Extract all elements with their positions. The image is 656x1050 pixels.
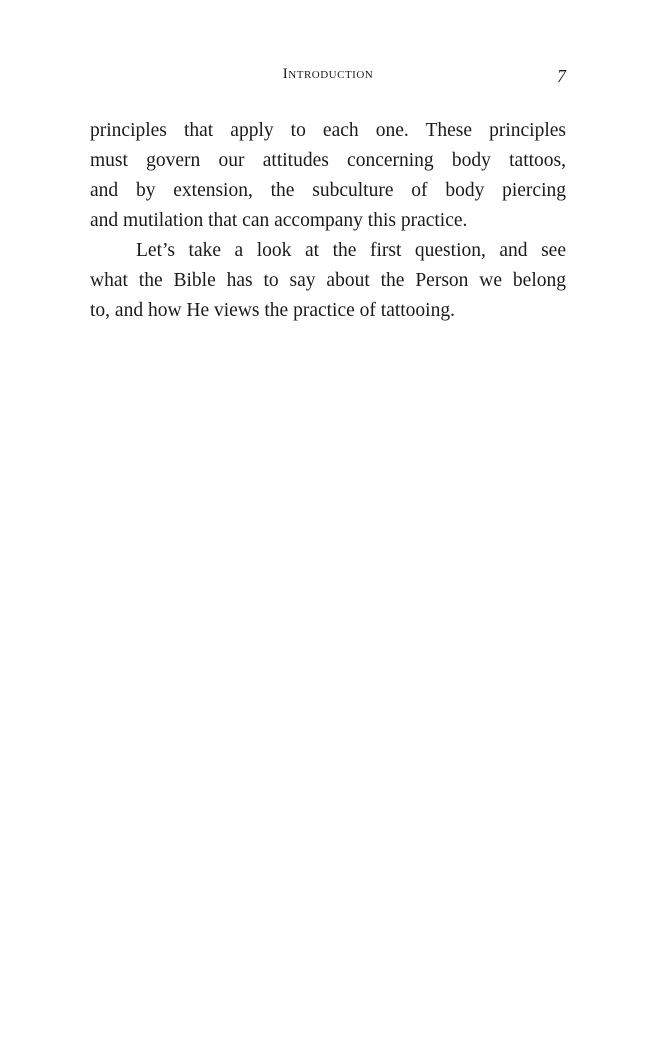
text-line: Let’s take a look at the first question, and see [136,240,566,261]
chapter-title: Introduction [282,66,374,82]
page-number: 7 [557,66,566,86]
text-line: to, and how He views the practice of tattooing. [90,300,455,321]
text-line: principles that apply to each one. These principles [90,120,566,141]
text-line: must govern our attitudes concerning body tattoos, [90,150,566,171]
text-line: and mutilation that can accompany this practice. [90,210,468,231]
text-line: and by extension, the subculture of body piercing [90,180,566,201]
running-head [90,66,566,90]
text-line: what the Bible has to say about the Person we belong [90,270,566,291]
body-text [90,116,566,326]
